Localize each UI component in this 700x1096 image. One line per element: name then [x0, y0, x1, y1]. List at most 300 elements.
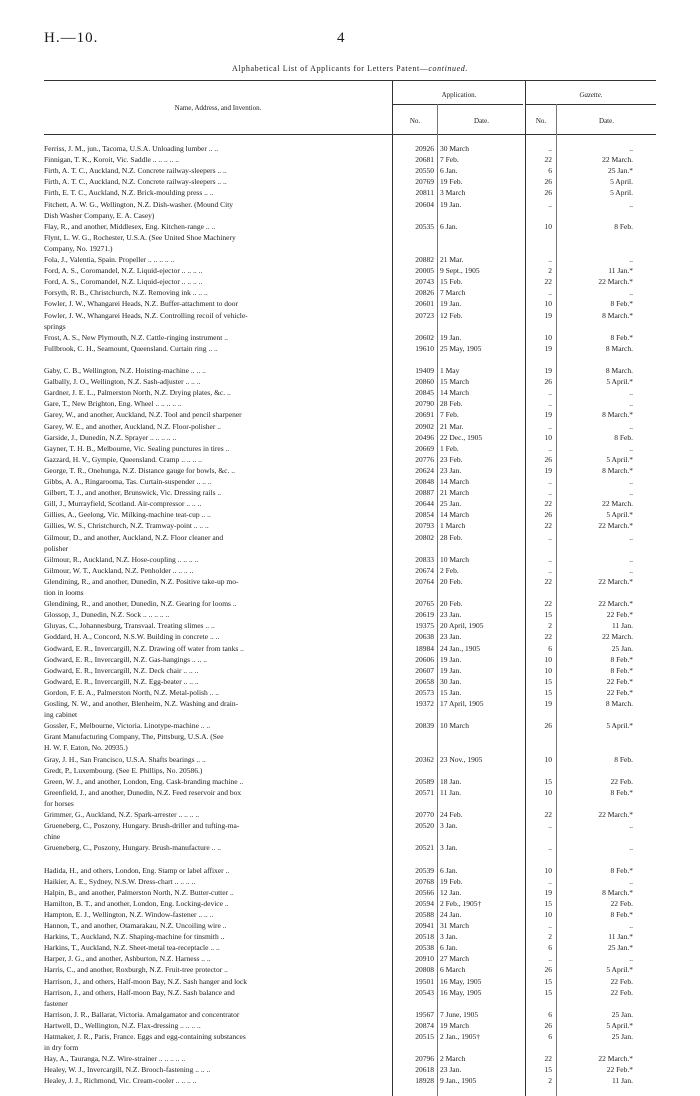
application-date: 7 June, 1905	[440, 1009, 479, 1019]
gazette-date: 8 Feb.*	[610, 909, 633, 919]
application-number: 20681	[415, 155, 434, 165]
application-date: 12 Jan.	[440, 887, 462, 897]
application-date: 10 March	[440, 721, 469, 731]
applicant-name-invention: chine	[44, 832, 61, 842]
gazette-date: 25 Jan.	[611, 1009, 633, 1019]
gazette-number: ..	[548, 477, 552, 486]
gazette-date: 8 March.	[605, 343, 633, 353]
gazette-date: 5 April.*	[606, 377, 633, 387]
application-date: 23 Feb.	[440, 454, 463, 464]
gazette-number: 19	[544, 887, 552, 897]
application-date: 19 Jan.	[440, 332, 462, 342]
application-date: 19 Jan.	[440, 299, 462, 309]
gazette-number: 22	[544, 599, 552, 609]
gazette-number: ..	[548, 821, 552, 831]
applicant-name-invention: Gilmour, D., and another, Auckland, N.Z. Floor cleaner and	[44, 532, 224, 542]
gazette-number: ..	[548, 565, 552, 575]
gazette-date: 5 April.*	[606, 965, 633, 975]
application-date: 24 Jan., 1905	[440, 643, 480, 653]
application-number: 20644	[415, 499, 434, 509]
gazette-number: 22	[544, 1054, 552, 1064]
applicant-name-invention: Gayner, T. H. B., Melbourne, Vic. Sealing punctures in tires ..	[44, 443, 230, 453]
gazette-date: 22 Feb.	[610, 987, 633, 997]
applicant-name-invention: Fowler, J. W., Whangarei Heads, N.Z. Buffer-attachment to door	[44, 299, 239, 309]
applicant-name-invention: tion in looms	[44, 588, 84, 597]
applicant-name-invention: Gazzard, H. V., Gympie, Queensland. Cramp .. .. .. ..	[44, 454, 202, 464]
gazette-date: 25 Jan.	[611, 1032, 633, 1041]
applicant-name-invention: Gordon, F. E. A., Palmerston North, N.Z. Metal-polish .. ..	[44, 687, 220, 697]
applicant-name-invention: Ferriss, J. M., jun., Tacoma, U.S.A. Unloading lumber .. ..	[44, 144, 219, 153]
gazette-date: 8 Feb.*	[610, 787, 633, 797]
gazette-number: 10	[544, 787, 552, 797]
application-number: 20887	[415, 488, 434, 498]
application-number: 20874	[415, 1020, 434, 1030]
group-underline-gazette	[526, 104, 656, 105]
application-date: 15 Jan.	[440, 687, 462, 697]
application-date: 23 Nov., 1905	[440, 754, 483, 764]
application-date: 31 March	[440, 921, 469, 930]
gazette-number: 19	[544, 410, 552, 420]
gazette-number: 26	[544, 454, 552, 464]
applicant-name-invention: Hatmaker, J. R., Paris, France. Eggs and egg-containing substances	[44, 1032, 246, 1041]
gazette-number: ..	[548, 421, 552, 431]
application-date: 21 Mar.	[440, 255, 464, 264]
application-number: 20606	[415, 654, 434, 664]
application-number: 20589	[415, 776, 434, 786]
applicant-name-invention: Hartwell, D., Wellington, N.Z. Flax-dressing .. .. .. ..	[44, 1020, 201, 1030]
applicant-name-invention: ing cabinet	[44, 710, 78, 720]
vline-app-no	[437, 104, 438, 1096]
gazette-date: 11 Jan.	[612, 1076, 633, 1086]
application-number: 18928	[415, 1076, 434, 1086]
gazette-number: 2	[548, 266, 552, 276]
gazette-date: ..	[629, 554, 633, 564]
gazette-number: 19	[544, 343, 552, 353]
application-date: 1 Feb.	[440, 443, 459, 453]
applicant-name-invention: Glendining, R., and another, Dunedin, N.Z. Gearing for looms ..	[44, 599, 237, 609]
applicant-name-invention: Gilmour, R., Auckland, N.Z. Hose-coupling .. .. .. ..	[44, 554, 199, 564]
gazette-date: 25 Jan.	[611, 643, 633, 653]
application-number: 20602	[415, 332, 434, 342]
gazette-date: 5 April.	[610, 188, 633, 198]
gazette-date: ..	[629, 477, 633, 486]
application-number: 20619	[415, 610, 434, 620]
application-number: 20926	[415, 144, 434, 153]
application-date: 19 Jan.	[440, 654, 462, 664]
applicant-name-invention: Gibbs, A. A., Ringarooma, Tas. Curtain-suspender .. .. ..	[44, 477, 212, 486]
application-number: 20601	[415, 299, 434, 309]
gazette-number: ..	[548, 843, 552, 853]
title-main: Alphabetical List of Applicants for Letters Patent—	[232, 64, 429, 73]
application-date: 15 March	[440, 377, 469, 387]
applicant-name-invention: Fola, J., Valentia, Spain. Propeller .. .. .. .. ..	[44, 255, 175, 264]
gazette-date: ..	[629, 388, 633, 398]
application-number: 20902	[415, 421, 434, 431]
gazette-date: 22 Feb.	[610, 976, 633, 986]
gazette-number: ..	[548, 288, 552, 298]
applicant-name-invention: Harrison, J., and others, Half-moon Bay, N.Z. Sash hanger and lock	[44, 976, 248, 986]
application-date: 6 March	[440, 965, 466, 975]
gazette-date: 8 Feb.*	[610, 865, 633, 875]
application-date: 19 March	[440, 1020, 469, 1030]
gazette-date: 8 Feb.	[614, 432, 633, 442]
applicant-name-invention: Firth, A. T. C., Auckland, N.Z. Concrete railway-sleepers .. ..	[44, 166, 227, 176]
application-date: 19 Jan.	[440, 665, 462, 675]
gazette-number: ..	[548, 488, 552, 498]
gazette-number: 22	[544, 521, 552, 531]
application-date: 18 Jan.	[440, 776, 462, 786]
applicant-name-invention: Forsyth, R. B., Christchurch, N.Z. Removing ink .. .. ..	[44, 288, 208, 298]
application-date: 6 Jan.	[440, 221, 458, 231]
applicant-name-invention: Gillies, A., Geelong, Vic. Milking-machine teat-cup .. ..	[44, 510, 211, 520]
gazette-date: 5 April.*	[606, 721, 633, 731]
gazette-number: ..	[548, 532, 552, 542]
gazette-date: ..	[629, 921, 633, 930]
applicant-name-invention: Harrison, J., and others, Half-moon Bay, N.Z. Sash balance and	[44, 987, 235, 997]
gazette-number: 10	[544, 865, 552, 875]
applicant-name-invention: Grant Manufacturing Company, The, Pittsburg, U.S.A. (See	[44, 732, 224, 742]
gazette-date: 5 April.	[610, 177, 633, 187]
application-date: 22 Dec., 1905	[440, 432, 483, 442]
applicant-name-invention: Gillies, W. S., Christchurch, N.Z. Tramway-point .. .. ..	[44, 521, 209, 531]
application-date: 20 April, 1905	[440, 621, 484, 631]
application-date: 28 Feb.	[440, 532, 463, 542]
application-number: 20845	[415, 388, 434, 398]
gazette-number: 19	[544, 465, 552, 475]
gazette-date: 22 March.*	[598, 576, 633, 586]
gazette-number: 2	[548, 932, 552, 942]
applicant-name-invention: Healey, W. J., Invercargill, N.Z. Brooch-fastening .. .. ..	[44, 1065, 211, 1075]
applicant-name-invention: Harkins, T., Auckland, N.Z. Sheet-metal tea-receptacle .. ..	[44, 943, 220, 953]
applicant-name-invention: Harris, C., and another, Roxburgh, N.Z. Fruit-tree protector ..	[44, 965, 228, 975]
application-date: 10 March	[440, 554, 469, 564]
applicant-name-invention: Grueneberg, C., Poszony, Hungary. Brush-manufacture .. ..	[44, 843, 221, 853]
gazette-date: ..	[629, 399, 633, 409]
application-number: 20618	[415, 1065, 434, 1075]
column-header-app-date: Date.	[474, 117, 489, 125]
gazette-date: ..	[629, 565, 633, 575]
title-continued: continued.	[428, 64, 468, 73]
gazette-date: 8 Feb.*	[610, 654, 633, 664]
applicant-name-invention: Firth, A. T. C., Auckland, N.Z. Concrete railway-sleepers .. ..	[44, 177, 227, 187]
column-header-application: Application.	[441, 91, 477, 99]
gazette-number: 6	[548, 943, 552, 953]
gazette-number: ..	[548, 954, 552, 964]
column-header-gazette-date: Date.	[599, 117, 614, 125]
gazette-number: 6	[548, 643, 552, 653]
gazette-number: 22	[544, 576, 552, 586]
gazette-number: ..	[548, 144, 552, 153]
applicant-name-invention: Gluyas, C., Johannesburg, Transvaal. Treating slimes .. ..	[44, 621, 215, 631]
application-date: 9 Jan., 1905	[440, 1076, 477, 1086]
gazette-date: 22 Feb.*	[606, 687, 633, 697]
gazette-date: ..	[629, 421, 633, 431]
applicant-name-invention: Dish Washer Company, E. A. Casey)	[44, 210, 155, 220]
application-number: 20764	[415, 576, 434, 586]
application-number: 20743	[415, 277, 434, 287]
document-reference: H.—10.	[44, 30, 99, 46]
application-date: 7 March	[440, 288, 466, 298]
application-number: 20796	[415, 1054, 434, 1064]
application-number: 20860	[415, 377, 434, 387]
application-number: 20607	[415, 665, 434, 675]
application-date: 3 Jan.	[440, 821, 458, 831]
application-date: 6 Jan.	[440, 166, 458, 176]
application-date: 7 Feb.	[440, 155, 459, 165]
application-date: 25 May, 1905	[440, 343, 482, 353]
application-number: 20776	[415, 454, 434, 464]
applicant-name-invention: Garey, W., and another, Auckland, N.Z. Tool and pencil sharpener	[44, 410, 242, 420]
gazette-date: 22 Feb.*	[606, 1065, 633, 1075]
gazette-number: ..	[548, 921, 552, 930]
gazette-number: ..	[548, 876, 552, 886]
gazette-date: 8 Feb.	[614, 754, 633, 764]
application-date: 3 March	[440, 188, 466, 198]
application-number: 20848	[415, 477, 434, 486]
application-number: 20496	[415, 432, 434, 442]
applicant-name-invention: polisher	[44, 543, 69, 553]
application-date: 23 Jan.	[440, 1065, 462, 1075]
applicant-name-invention: Godward, E. R., Invercargill, N.Z. Deck chair .. .. ..	[44, 665, 199, 675]
application-number: 20674	[415, 565, 434, 575]
applicant-name-invention: Finnigan, T. K., Koroit, Vic. Saddle .. .. .. .. ..	[44, 155, 179, 165]
application-number: 20811	[415, 188, 434, 198]
applicant-name-invention: Fullbrook, C. H., Seamount, Queensland. Curtain ring .. ..	[44, 343, 218, 353]
application-date: 7 Feb.	[440, 410, 459, 420]
application-number: 20520	[415, 821, 434, 831]
application-date: 14 March	[440, 388, 469, 398]
application-date: 21 March	[440, 488, 469, 498]
application-date: 20 Feb.	[440, 599, 463, 609]
application-date: 30 Jan.	[440, 676, 462, 686]
application-date: 14 March	[440, 510, 469, 520]
application-date: 2 Jan., 1905†	[440, 1032, 480, 1041]
applicant-name-invention: in dry form	[44, 1043, 79, 1053]
gazette-date: 8 Feb.*	[610, 299, 633, 309]
applicant-name-invention: Harper, J. G., and another, Ashburton, N.Z. Harness .. ..	[44, 954, 211, 964]
application-number: 20941	[415, 921, 434, 930]
applicant-name-invention: Ford, A. S., Coromandel, N.Z. Liquid-ejector .. .. .. ..	[44, 277, 203, 287]
gazette-date: 5 April.*	[606, 1020, 633, 1030]
application-number: 20669	[415, 443, 434, 453]
applicant-name-invention: Fitchett, A. W. G., Wellington, N.Z. Dish-washer. (Mound City	[44, 199, 234, 209]
application-date: 24 Feb.	[440, 810, 463, 819]
gazette-number: 19	[544, 366, 552, 375]
page-number: 4	[337, 30, 345, 46]
application-date: 23 Jan.	[440, 632, 462, 642]
application-date: 16 May, 1905	[440, 987, 482, 997]
applicant-name-invention: Hay, A., Tauranga, N.Z. Wire-strainer .. .. .. .. ..	[44, 1054, 186, 1064]
applicant-name-invention: Hamilton, B. T., and another, London, Eng. Locking-device ..	[44, 898, 229, 908]
gazette-date: 11 Jan.*	[608, 932, 633, 942]
applicant-name-invention: Haikier, A. E., Sydney, N.S.W. Dress-chart .. .. .. ..	[44, 876, 196, 886]
column-header-name: Name, Address, and Invention.	[174, 104, 262, 112]
application-date: 25 Jan.	[440, 499, 462, 509]
application-number: 20624	[415, 465, 434, 475]
application-date: 17 April, 1905	[440, 699, 484, 708]
column-header-gazette: Gazette.	[579, 91, 603, 99]
applicant-name-invention: Ford, A. S., Coromandel, N.Z. Liquid-ejector .. .. .. ..	[44, 266, 203, 276]
applicant-name-invention: Greenfield, J., and another, Dunedin, N.Z. Feed reservoir and box	[44, 787, 242, 797]
column-header-app-no: No.	[409, 117, 421, 125]
application-date: 19 Jan.	[440, 199, 462, 209]
application-number: 20604	[415, 199, 434, 209]
gazette-number: 10	[544, 332, 552, 342]
application-date: 14 March	[440, 477, 469, 486]
vline-app-date	[525, 80, 526, 1096]
applicant-name-invention: for horses	[44, 798, 74, 808]
applicant-name-invention: springs	[44, 321, 66, 331]
application-number: 20535	[415, 221, 434, 231]
application-date: 3 Jan.	[440, 932, 458, 942]
gazette-date: 5 April.*	[606, 510, 633, 520]
application-date: 1 May	[440, 366, 460, 375]
applicant-name-invention: Halpin, B., and another, Palmerston North, N.Z. Butter-cutter ..	[44, 887, 234, 897]
gazette-number: 22	[544, 277, 552, 287]
applicant-name-invention: Garside, J., Dunedin, N.Z. Sprayer .. .. .. .. ..	[44, 432, 177, 442]
application-date: 3 Jan.	[440, 843, 458, 853]
applicant-name-invention: Grimmer, G., Auckland, N.Z. Spark-arrester .. .. .. ..	[44, 810, 200, 819]
applicant-name-invention: Grueneberg, C., Poszony, Hungary. Brush-driller and tufting-ma-	[44, 821, 240, 831]
application-number: 20638	[415, 632, 434, 642]
gazette-date: 8 Feb.*	[610, 332, 633, 342]
application-number: 20566	[415, 887, 434, 897]
application-number: 20793	[415, 521, 434, 531]
gazette-number: 6	[548, 1032, 552, 1041]
application-date: 23 Jan.	[440, 610, 462, 620]
application-number: 20539	[415, 865, 434, 875]
gazette-number: 6	[548, 166, 552, 176]
application-number: 20854	[415, 510, 434, 520]
application-number: 19372	[415, 699, 434, 708]
applicant-name-invention: George, T. R., Onehunga, N.Z. Distance gauge for bowls, &c. ..	[44, 465, 235, 475]
gazette-number: 6	[548, 1009, 552, 1019]
applicant-name-invention: Gosling, N. W., and another, Blenheim, N.Z. Washing and drain-	[44, 699, 239, 708]
gazette-number: 10	[544, 754, 552, 764]
gazette-date: 22 March.*	[598, 810, 633, 819]
gazette-number: 15	[544, 776, 552, 786]
gazette-date: 8 Feb.*	[610, 665, 633, 675]
application-number: 20691	[415, 410, 434, 420]
vline-gazette-no	[556, 104, 557, 1096]
application-number: 20839	[415, 721, 434, 731]
application-number: 20573	[415, 687, 434, 697]
application-number: 20543	[415, 987, 434, 997]
application-number: 20826	[415, 288, 434, 298]
applicant-name-invention: Glendining, R., and another, Dunedin, N.Z. Positive take-up mo-	[44, 576, 239, 586]
gazette-date: 5 April.*	[606, 454, 633, 464]
application-number: 20833	[415, 554, 434, 564]
gazette-date: ..	[629, 199, 633, 209]
application-number: 20768	[415, 876, 434, 886]
applicant-name-invention: Fowler, J. W., Whangarei Heads, N.Z. Controlling recoil of vehicle-	[44, 310, 248, 320]
gazette-date: ..	[629, 144, 633, 153]
applicant-name-invention: Gare, T., New Brighton, Eng. Wheel .. .. .. .. ..	[44, 399, 182, 409]
page-title	[0, 64, 700, 73]
application-date: 24 Jan.	[440, 909, 462, 919]
gazette-number: 10	[544, 221, 552, 231]
gazette-date: ..	[629, 821, 633, 831]
application-number: 20594	[415, 898, 434, 908]
application-date: 28 Feb.	[440, 399, 463, 409]
gazette-number: 15	[544, 610, 552, 620]
gazette-number: 26	[544, 965, 552, 975]
application-date: 19 Feb.	[440, 177, 463, 187]
gazette-number: 2	[548, 621, 552, 631]
gazette-date: 22 Feb.*	[606, 676, 633, 686]
applicant-name-invention: Harkins, T., Auckland, N.Z. Shaping-machine for tinsmith ..	[44, 932, 225, 942]
application-number: 19567	[415, 1009, 434, 1019]
gazette-date: 8 March.*	[602, 310, 633, 320]
applicant-name-invention: Healey, J. J., Richmond, Vic. Cream-cooler .. .. .. ..	[44, 1076, 197, 1086]
applicant-name-invention: Hadida, H., and others, London, Eng. Stamp or label affixer ..	[44, 865, 230, 875]
gazette-date: ..	[629, 488, 633, 498]
applicant-name-invention: Firth, E. T. C., Auckland, N.Z. Brick-moulding press .. ..	[44, 188, 214, 198]
gazette-date: ..	[629, 843, 633, 853]
header-top-rule	[44, 80, 656, 81]
applicant-name-invention: Gardner, J. E. L., Palmerston North, N.Z. Drying plates, &c. ..	[44, 388, 231, 398]
application-date: 16 May, 1905	[440, 976, 482, 986]
gazette-date: ..	[629, 288, 633, 298]
gazette-number: 15	[544, 976, 552, 986]
gazette-date: 8 March.	[605, 699, 633, 708]
application-number: 20882	[415, 255, 434, 264]
application-date: 20 Feb.	[440, 576, 463, 586]
gazette-date: 22 March.*	[598, 1054, 633, 1064]
gazette-number: 26	[544, 177, 552, 187]
application-date: 9 Sept., 1905	[440, 266, 480, 276]
application-number: 19610	[415, 343, 434, 353]
vline-name	[392, 80, 393, 1096]
application-date: 27 March	[440, 954, 469, 964]
application-number: 20588	[415, 909, 434, 919]
application-number: 20790	[415, 399, 434, 409]
applicant-name-invention: Gaby, C. B., Wellington, N.Z. Hoisting-machine .. .. ..	[44, 366, 206, 375]
gazette-date: ..	[629, 443, 633, 453]
gazette-number: 26	[544, 510, 552, 520]
applicant-name-invention: H. W. F. Eaton, No. 20935.)	[44, 743, 128, 753]
gazette-date: 11 Jan.	[612, 621, 633, 631]
gazette-number: 22	[544, 499, 552, 509]
gazette-date: 8 March.	[605, 366, 633, 375]
application-number: 20571	[415, 787, 434, 797]
gazette-number: ..	[548, 388, 552, 398]
application-number: 20765	[415, 599, 434, 609]
gazette-number: 19	[544, 699, 552, 708]
applicant-name-invention: fastener	[44, 998, 68, 1008]
application-number: 18984	[415, 643, 434, 653]
gazette-number: 10	[544, 432, 552, 442]
application-date: 12 Feb.	[440, 310, 463, 320]
gazette-date: 22 Feb.	[610, 776, 633, 786]
gazette-number: ..	[548, 199, 552, 209]
application-number: 20362	[415, 754, 434, 764]
gazette-date: 22 March.*	[598, 277, 633, 287]
gazette-date: 8 Feb.	[614, 221, 633, 231]
application-number: 20550	[415, 166, 434, 176]
applicant-name-invention: Gray, J. H., San Francisco, U.S.A. Shafts bearings .. ..	[44, 754, 206, 764]
applicant-name-invention: Flynt, L. W. G., Rochester, U.S.A. (See United Shoe Machinery	[44, 232, 236, 242]
application-date: 2 Feb., 1905†	[440, 898, 482, 908]
gazette-number: ..	[548, 399, 552, 409]
gazette-number: 10	[544, 665, 552, 675]
applicant-name-invention: Gossler, F., Melbourne, Victoria. Linotype-machine .. ..	[44, 721, 211, 731]
application-number: 20770	[415, 810, 434, 819]
gazette-number: 15	[544, 687, 552, 697]
group-underline-application	[393, 104, 523, 105]
gazette-number: 15	[544, 676, 552, 686]
application-date: 30 March	[440, 144, 469, 153]
